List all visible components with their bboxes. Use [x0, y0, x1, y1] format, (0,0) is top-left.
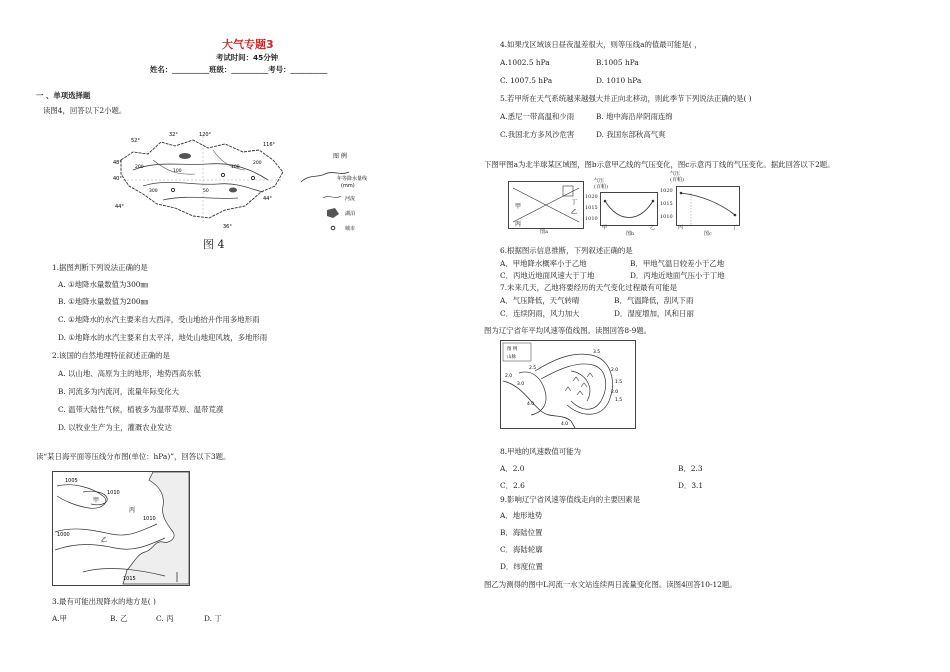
wind-contour: [541, 364, 606, 409]
q7-option-b[interactable]: B．气温降低，刮风下雨: [614, 296, 694, 305]
q4-option-c[interactable]: C. 1007.5 hPa: [500, 76, 553, 85]
figure-b-xlabel: 乙: [650, 225, 656, 231]
q4-option-b[interactable]: B.1005 hPa: [596, 58, 639, 67]
figure-b-caption: 图b: [626, 231, 635, 237]
q2-option-c[interactable]: C. 温带大陆性气候，植被多为温带草原、温带荒漠: [58, 405, 224, 414]
curve-point: [680, 192, 683, 195]
figure-c-unit: (百帕): [670, 177, 684, 183]
figure-c-xlabel: 丙: [678, 225, 684, 231]
figure-c-ylabel: 气压: [670, 171, 681, 177]
q6-option-d[interactable]: D．丙地近地面气压小于丁地: [630, 271, 725, 280]
figure-a-svg: [509, 182, 583, 228]
wind-label: 1.5: [615, 398, 623, 403]
point-label: 丙: [515, 221, 522, 228]
figure-c-tick: 1020: [660, 188, 673, 194]
wind-label: 2.0: [611, 368, 619, 373]
q8-option-b[interactable]: B．2.3: [678, 464, 703, 473]
city-mark: [221, 173, 224, 176]
legend-city-label: 城市: [345, 226, 356, 232]
q6-option-b[interactable]: B．甲地气温日较差小于乙地: [630, 259, 725, 268]
q4-option-a[interactable]: A.1002.5 hPa: [500, 58, 550, 67]
point-label: 甲: [515, 203, 522, 210]
q8-option-c[interactable]: C．2.6: [500, 481, 525, 490]
q6-option-a[interactable]: A．甲地降水概率小于乙地: [500, 259, 587, 268]
q1-option-d[interactable]: D. ①地降水的水汽主要来自太平洋，地处山地迎风坡，多地形雨: [58, 333, 268, 342]
lat-label: 40°: [113, 176, 122, 182]
legend-title: 图 例: [333, 153, 347, 160]
q2-option-d[interactable]: D. 以牧业生产为主，灌溉农业发达: [58, 423, 172, 432]
q2-option-b[interactable]: B. 河流多为内流河，流量年际变化大: [58, 387, 179, 396]
q4-option-d[interactable]: D. 1010 hPa: [596, 76, 642, 85]
isohyet-label: 100: [231, 165, 240, 170]
figure-b-tick: 1010: [585, 216, 598, 222]
lat-label: 44°: [263, 196, 272, 202]
wind-label: 2.5: [529, 366, 537, 371]
figure-b-svg: [601, 193, 657, 225]
figure-c-caption: 图c: [704, 231, 712, 237]
intro-river: 图乙为测得的图中L河流一水文站连续两日流量变化图。读图4回答10-12题。: [484, 580, 737, 589]
wind-label: 2.0: [611, 390, 619, 395]
wind-legend-title: 图 例: [507, 347, 518, 352]
isobar-label: 1005: [65, 478, 78, 484]
isobar-line: [55, 538, 165, 550]
figure-c-svg: [677, 187, 739, 225]
question-3-stem: 3.最有可能出现降水的地方是( ): [52, 597, 156, 606]
lat-label: 52°: [131, 138, 140, 144]
wind-label: 1.5: [615, 380, 623, 385]
legend-lake-sample: [327, 208, 339, 218]
legend-river-sample: [323, 196, 341, 198]
q3-option-b[interactable]: B. 乙: [110, 614, 128, 623]
point-label: 丁: [571, 199, 578, 206]
exam-time: 考试时间：45分钟: [216, 53, 279, 62]
figure-b-unit: (百帕): [594, 184, 608, 190]
wind-contour: [535, 354, 612, 414]
isobar-svg: [53, 472, 189, 585]
q3-option-a[interactable]: A.甲: [52, 614, 68, 623]
lake-mark: [229, 188, 237, 193]
lat-label: 36°: [223, 224, 232, 230]
question-8-stem: 8.甲地的风速数值可能为: [500, 447, 581, 456]
wind-label: 2.0: [505, 374, 513, 379]
q1-option-b[interactable]: B. ①地降水量数值为200㎜: [58, 297, 148, 306]
q7-option-d[interactable]: D．湿度增加，风和日丽: [614, 309, 694, 318]
q9-option-c[interactable]: C．海陆轮廓: [500, 545, 543, 554]
isohyet-line: [133, 164, 268, 180]
curve-point: [604, 200, 607, 203]
country-outline: [121, 140, 283, 218]
wind-label: 4.0: [561, 422, 569, 427]
wind-label: 4.0: [527, 402, 535, 407]
pressure-curve: [681, 193, 735, 215]
isohyet-label: 300: [149, 189, 158, 194]
q9-option-d[interactable]: D．纬度位置: [500, 562, 543, 571]
figure-a-caption: 图a: [540, 229, 548, 235]
point-label: 乙: [571, 209, 578, 216]
intro-pressure: 下图甲图a为北半球某区域图，图b示意甲乙线的气压变化，图c示意丙丁线的气压变化。据此回答以下2题。: [484, 160, 835, 169]
q3-option-c[interactable]: C. 丙: [156, 614, 174, 623]
isobar-label: 1010: [143, 516, 156, 522]
q5-option-c[interactable]: C.我国北方多风沙危害: [500, 130, 575, 139]
wind-map-svg: [501, 341, 635, 428]
wind-contour: [571, 371, 590, 401]
wind-speed-map: [500, 340, 636, 429]
figure-4-map: [113, 130, 375, 234]
figure-b-tick: 1020: [585, 194, 598, 200]
q1-option-c[interactable]: C. ①地降水的水汽主要来自大西洋，受山地抬升作用多地形雨: [58, 315, 260, 324]
q5-option-a[interactable]: A.悉尼一带高温和少雨: [500, 112, 575, 121]
page-title: 大气专题3: [222, 38, 274, 51]
pressure-curve: [605, 201, 653, 218]
isobar-label: 1015: [123, 576, 136, 582]
figure-b-ylabel: 气压: [594, 178, 605, 184]
student-info-line: 姓名：__________班级：__________考号：__________: [150, 65, 328, 74]
point-jia-label: 甲: [93, 497, 100, 504]
section-heading: 一 、单项选择题: [36, 91, 91, 100]
intro-wind: 图为辽宁省年平均风速等值线图。读图回答8-9题。: [484, 326, 652, 335]
isohyet-line: [163, 197, 238, 200]
q2-option-a[interactable]: A. 以山地、高原为主的地形，地势西高东低: [58, 369, 202, 378]
lat-label: 44°: [115, 204, 124, 210]
lon-label: 116°: [263, 142, 276, 148]
isobar-line: [55, 524, 157, 535]
figure-b-tick: 1015: [585, 205, 598, 211]
isohyet-label: 200: [135, 165, 144, 170]
question-5-stem: 5.若甲所在天气系统越来越强大并正向北移动，则此季节下列说法正确的是( ): [500, 94, 752, 103]
isobar-label: 1000: [57, 532, 70, 538]
question-9-stem: 9.影响辽宁省风速等值线走向的主要因素是: [500, 495, 641, 504]
isohyet-label: 100: [173, 169, 182, 174]
lake-mark: [179, 153, 191, 159]
question-7-stem: 7.未来几天，乙地将要经历的天气变化过程最有可能是: [500, 283, 678, 292]
land-area: [123, 472, 189, 584]
wind-label: 3.0: [517, 382, 525, 387]
figure-c-tick: 1015: [660, 201, 673, 207]
figure-c-chart: [676, 186, 740, 226]
question-2-stem: 2.该国的自然地理特征叙述正确的是: [52, 351, 170, 360]
isohyet-label: 200: [253, 161, 262, 166]
question-4-stem: 4.如果戊区域该日昼夜温差很大，则等压线a的值最可能是( ，: [500, 40, 702, 49]
city-mark: [171, 188, 174, 191]
curve-point: [734, 214, 737, 217]
figure-c-xlabel: 丁: [732, 225, 738, 231]
point-yi-label: 乙: [101, 537, 108, 544]
q9-option-b[interactable]: B．海陆位置: [500, 528, 543, 537]
legend-unit-label: (mm): [341, 183, 355, 189]
isobar-map: [52, 471, 190, 586]
q9-option-a[interactable]: A．地形地势: [500, 511, 543, 520]
figure-b-xlabel: 甲: [602, 225, 608, 231]
city-mark: [251, 176, 254, 179]
point-bing-label: 丙: [129, 507, 136, 514]
q7-option-a[interactable]: A．气压降低，天气转晴: [500, 296, 580, 305]
q5-option-d[interactable]: D. 我国东部秋高气爽: [596, 130, 666, 139]
intro-fig4: 读图4，回答以下2小题。: [43, 106, 127, 115]
figure-b-chart: [600, 192, 658, 226]
isohyet-label: 50: [203, 189, 209, 194]
lon-label: 120°: [199, 132, 212, 138]
isobar-label: 1010: [107, 490, 120, 496]
figure-c-tick: 1010: [660, 214, 673, 220]
legend-isohyet-label: 年等降水量线: [337, 176, 368, 182]
intro-isobar: 读“某日海平面等压线分布图(单位：hPa)”，回答以下3题。: [36, 452, 231, 461]
legend-city-sample: [331, 226, 335, 230]
question-1-stem: 1.据图判断下列说法正确的是: [52, 263, 148, 272]
q5-option-b[interactable]: B. 地中海沿岸阴雨连绵: [596, 112, 673, 121]
wind-label: 3.5: [593, 350, 601, 355]
figure-4-caption: 图 4: [203, 238, 225, 251]
curve-point: [652, 200, 655, 203]
coastline: [503, 381, 575, 428]
wind-legend-mountain: 山脉: [507, 355, 516, 360]
q6-option-c[interactable]: C．丙地近地面风速大于丁地: [500, 271, 595, 280]
north-box: [563, 186, 573, 196]
q7-option-c[interactable]: C．连续阴雨，风力加大: [500, 309, 580, 318]
q3-option-d[interactable]: D. 丁: [204, 614, 222, 623]
figure-4-svg: [113, 130, 375, 234]
figure-a-region: [508, 181, 584, 229]
q8-option-d[interactable]: D．3.1: [678, 481, 704, 490]
q1-option-a[interactable]: A. ①地降水量数值为300㎜: [58, 280, 148, 289]
lat-label: 48°: [113, 160, 122, 166]
q8-option-a[interactable]: A．2.0: [500, 464, 525, 473]
legend-lake-label: 湖泊: [345, 211, 356, 217]
lat-label: 32°: [169, 132, 178, 138]
legend-river-label: 河流: [345, 196, 356, 202]
question-6-stem: 6.根据图示信息推断，下列叙述正确的是: [500, 246, 633, 255]
